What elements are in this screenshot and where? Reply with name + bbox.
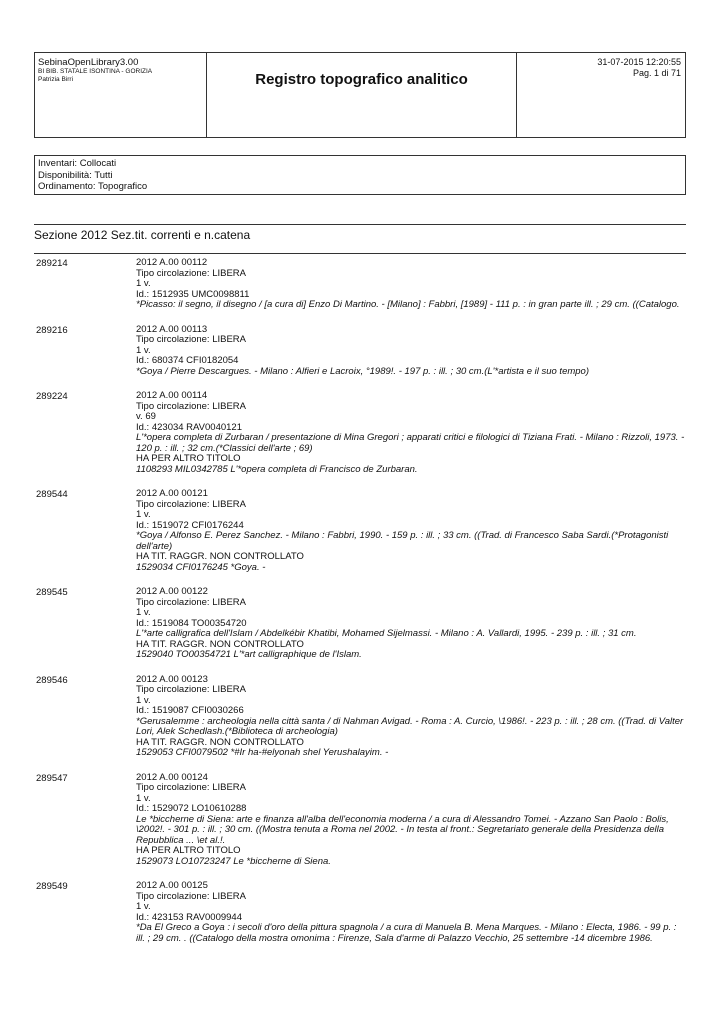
record-inventory: 289545 — [36, 587, 68, 598]
record-volume: 1 v. — [136, 792, 151, 804]
record-inventory: 289546 — [36, 674, 68, 686]
record-item — [34, 325, 686, 392]
record-description: L'*opera completa di Zurbaran / presentazione di Mina Gregori ; apparati critici e filologici di Tiziana Frati. - Milano : Rizzoli, 1973. - 120 p. : ill. ; 32 cm.(*Classici dell'arte ; 69) — [136, 432, 685, 454]
record-inventory: 289214 — [36, 258, 68, 269]
record-extra-value: 1529034 CFI0176245 *Goya. - — [136, 561, 266, 573]
record-collocation: 2012 A.00 00123 — [136, 673, 208, 685]
record-id: Id.: 1519072 CFI0176244 — [136, 519, 244, 531]
record-circulation: Tipo circolazione: LIBERA — [136, 684, 247, 695]
record-extra-label: HA PER ALTRO TITOLO — [136, 453, 241, 464]
filter-ordinamento: Ordinamento: Topografico — [38, 181, 148, 192]
record-circulation: Tipo circolazione: LIBERA — [136, 334, 247, 345]
filter-disponibilita: Disponibilità: Tutti — [38, 169, 113, 181]
record-circulation: Tipo circolazione: LIBERA — [136, 400, 247, 412]
record-description: L'*arte calligrafica dell'Islam / Abdelkébir Khatibi, Mohamed Sijelmassi. - Milano : A. Vallardi, 1995. - 239 p. : ill. ; 31 cm. — [136, 628, 637, 639]
record-id: Id.: 423153 RAV0009944 — [136, 911, 242, 923]
header-title-cell — [207, 53, 517, 137]
record-id: Id.: 1512935 UMC0098811 — [136, 288, 250, 300]
record-collocation: 2012 A.00 00124 — [136, 771, 208, 783]
record-collocation: 2012 A.00 00125 — [136, 880, 208, 891]
record-circulation: Tipo circolazione: LIBERA — [136, 267, 247, 279]
record-volume: 1 v. — [136, 509, 151, 520]
record-circulation: Tipo circolazione: LIBERA — [136, 498, 247, 510]
report-title: Registro topografico analitico — [255, 71, 468, 88]
record-body — [136, 881, 686, 958]
record-volume: 1 v. — [136, 344, 151, 356]
record-circulation: Tipo circolazione: LIBERA — [136, 596, 247, 608]
record-collocation: 2012 A.00 00121 — [136, 488, 208, 499]
record-description: *Gerusalemme : archeologia nella città santa / di Nahman Avigad. - Roma : A. Curcio, \1986!. - 223 p. : ill. ; 28 cm. ((Trad. di Valter Lori, Alek Schedlash.(*Biblioteca di archeologia) — [136, 715, 684, 737]
header-left-cell — [35, 53, 207, 137]
record-volume: 1 v. — [136, 278, 151, 289]
record-item — [34, 881, 686, 958]
record-inventory: 289224 — [36, 391, 68, 402]
record-item — [34, 258, 686, 325]
record-inventory: 289544 — [36, 489, 68, 500]
library-name: BI BIB. STATALE ISONTINA - GORIZIA — [38, 68, 153, 75]
record-collocation: 2012 A.00 00122 — [136, 586, 208, 597]
record-extra-label: HA TIT. RAGGR. NON CONTROLLATO — [136, 638, 304, 650]
record-inventory: 289547 — [36, 772, 68, 784]
record-description: *Picasso: il segno, il disegno / [a cura di] Enzo Di Martino. - [Milano] : Fabbri, [1989] - 111 p. : in gran parte ill. ; 29 cm. ((Catalogo. — [136, 299, 680, 310]
section-divider-bottom — [34, 253, 686, 254]
report-header — [34, 52, 686, 138]
record-item — [34, 675, 686, 773]
record-volume: v. 69 — [136, 411, 156, 422]
record-body — [136, 391, 686, 489]
record-inventory: 289549 — [36, 881, 68, 892]
record-item — [34, 391, 686, 489]
record-id: Id.: 423034 RAV0040121 — [136, 421, 242, 433]
section-title: Sezione 2012 Sez.tit. correnti e n.catena — [34, 228, 251, 242]
record-id: Id.: 680374 CFI0182054 — [136, 355, 239, 366]
record-volume: 1 v. — [136, 607, 151, 618]
record-body — [136, 325, 686, 392]
record-circulation: Tipo circolazione: LIBERA — [136, 890, 247, 902]
page-number: Pag. 1 di 71 — [632, 68, 681, 78]
record-id: Id.: 1519087 CFI0030266 — [136, 705, 244, 716]
filter-inventari: Inventari: Collocati — [38, 158, 117, 169]
record-item — [34, 489, 686, 587]
record-extra-label: HA TIT. RAGGR. NON CONTROLLATO — [136, 736, 304, 748]
record-body — [136, 489, 686, 587]
record-item — [34, 587, 686, 675]
record-extra-label: HA TIT. RAGGR. NON CONTROLLATO — [136, 551, 304, 562]
record-description: *Da El Greco a Goya : i secoli d'oro della pittura spagnola / a cura di Manuela B. Mena Marques. - Milano : Electa, 1986. - 99 p. : ill. ; 29 cm. . ((Catalogo della mostra omonima : Firenze, Sala d'arme di Palazzo Vecchio, 25 settembre -14 dicembre 1986. — [136, 922, 677, 944]
record-description: *Goya / Pierre Descargues. - Milano : Alfieri e Lacroix, °1989!. - 197 p. : ill. ; 30 cm.(L'*artista e il suo tempo) — [136, 365, 590, 377]
record-description: Le *biccherne di Siena: arte e finanza all'alba dell'economia moderna / a cura di Alessandro Tomei. - Azzano San Paolo : Bolis, \2002!. - 301 p. : ill. ; 30 cm. ((Mostra tenuta a Roma nel 2002. - In testa al front.: Segretariato generale della Presidenza della Repubblica ... \et al.!. — [136, 813, 669, 846]
record-id: Id.: 1519084 TO00354720 — [136, 617, 247, 629]
section-divider-top — [34, 224, 686, 225]
record-circulation: Tipo circolazione: LIBERA — [136, 782, 247, 793]
record-body — [136, 773, 686, 882]
record-extra-value: 1108293 MIL0342785 L'*opera completa di Francisco de Zurbaran. — [136, 463, 418, 475]
record-collocation: 2012 A.00 00114 — [136, 390, 208, 401]
record-extra-value: 1529040 TO00354721 L'*art calligraphique de l'Islam. — [136, 649, 362, 660]
record-id: Id.: 1529072 LO10610288 — [136, 803, 247, 814]
record-item — [34, 773, 686, 882]
record-body — [136, 258, 686, 325]
user-name: Patrizia Birri — [38, 76, 74, 83]
record-body — [136, 675, 686, 773]
filters-box — [34, 155, 686, 195]
report-datetime: 31-07-2015 12:20:55 — [597, 57, 681, 67]
record-volume: 1 v. — [136, 694, 151, 706]
record-extra-label: HA PER ALTRO TITOLO — [136, 845, 241, 856]
record-collocation: 2012 A.00 00113 — [136, 323, 208, 335]
record-volume: 1 v. — [136, 901, 151, 912]
app-name: SebinaOpenLibrary3.00 — [38, 57, 139, 68]
record-body — [136, 587, 686, 675]
record-extra-value: 1529053 CFI0079502 *#Ir ha-#elyonah shel Yerushalayim. - — [136, 747, 389, 758]
record-extra-value: 1529073 LO10723247 Le *biccherne di Siena. — [136, 855, 331, 867]
header-right-cell — [517, 53, 685, 137]
record-collocation: 2012 A.00 00112 — [136, 257, 208, 268]
record-inventory: 289216 — [36, 324, 68, 336]
records-list — [34, 258, 686, 958]
record-description: *Goya / Alfonso E. Perez Sanchez. - Milano : Fabbri, 1990. - 159 p. : ill. ; 33 cm. ((Trad. di Francesco Saba Sardi.(*Protagonisti dell'arte) — [136, 530, 669, 552]
